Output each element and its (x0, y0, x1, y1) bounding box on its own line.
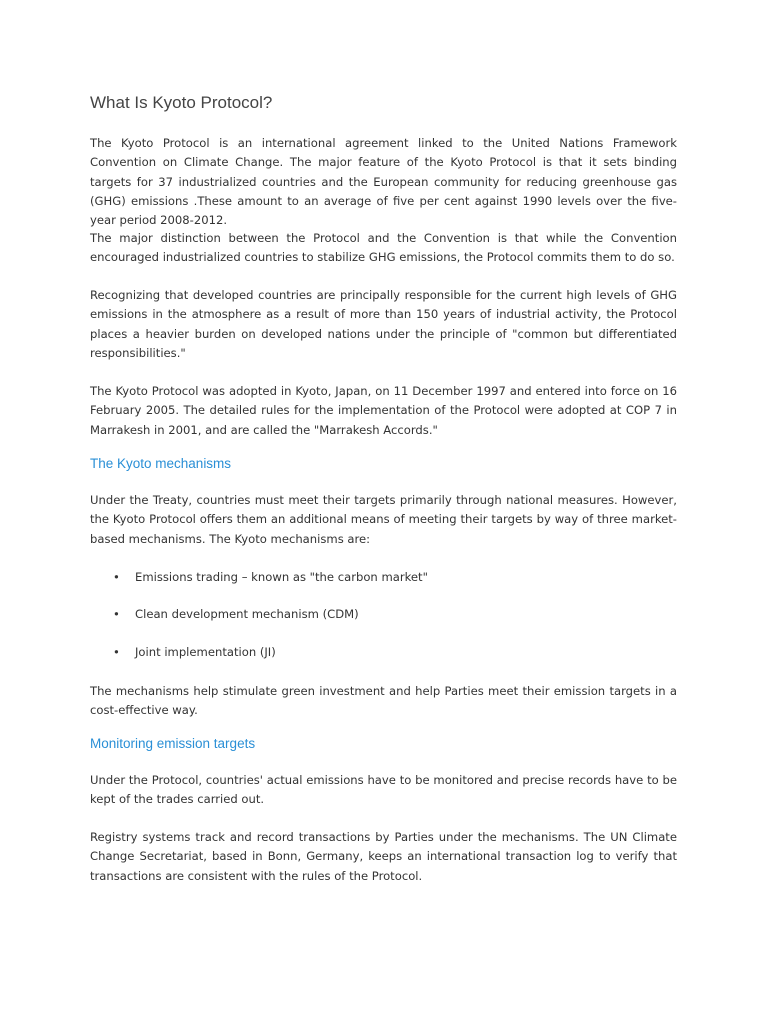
bullet-icon: • (113, 645, 120, 659)
list-item-text: Clean development mechanism (CDM) (135, 607, 359, 621)
paragraph-intro: The Kyoto Protocol is an international agreement linked to the United Nations Framework Convention on Climate Change. The major feature of the Kyoto Protocol is that it sets binding targets for 37 industrialized countries and the European community for reducing greenhouse gas (GHG) emissions .These amount to an average of five per cent against 1990 levels over the five-year period 2008-2012. (90, 136, 677, 228)
list-item-text: Joint implementation (JI) (135, 645, 276, 659)
subheading-kyoto-mechanisms: The Kyoto mechanisms (90, 456, 232, 471)
bullet-icon: • (113, 570, 120, 584)
list-item-text: Emissions trading – known as "the carbon market" (135, 570, 428, 584)
page-title: What Is Kyoto Protocol? (90, 93, 273, 112)
paragraph-distinction: The major distinction between the Protocol and the Convention is that while the Convention encouraged industrialized countries to stabilize GHG emissions, the Protocol commits them to do so. (90, 231, 677, 265)
paragraph-monitoring: Under the Protocol, countries' actual emissions have to be monitored and precise records have to be kept of the trades carried out. (90, 773, 677, 807)
paragraph-adoption: The Kyoto Protocol was adopted in Kyoto, Japan, on 11 December 1997 and entered into force on 16 February 2005. The detailed rules for the implementation of the Protocol were adopted at COP 7 in Marrakesh in 2001, and are called the "Marrakesh Accords." (90, 384, 677, 437)
list-item (113, 605, 359, 624)
subheading-monitoring: Monitoring emission targets (90, 736, 256, 751)
paragraph-green-investment: The mechanisms help stimulate green investment and help Parties meet their emission targets in a cost-effective way. (90, 684, 677, 718)
paragraph-registry: Registry systems track and record transactions by Parties under the mechanisms. The UN Climate Change Secretariat, based in Bonn, Germany, keeps an international transaction log to verify that transactions are consistent with the rules of the Protocol. (90, 830, 677, 883)
list-item (113, 643, 276, 662)
bullet-icon: • (113, 607, 120, 621)
paragraph-responsibility: Recognizing that developed countries are principally responsible for the current high levels of GHG emissions in the atmosphere as a result of more than 150 years of industrial activity, the Protocol places a heavier burden on developed nations under the principle of "common but differentiated responsibilities." (90, 288, 677, 360)
list-item (113, 568, 428, 587)
paragraph-treaty: Under the Treaty, countries must meet their targets primarily through national measures. However, the Kyoto Protocol offers them an additional means of meeting their targets by way of three market-based mechanisms. The Kyoto mechanisms are: (90, 493, 677, 546)
